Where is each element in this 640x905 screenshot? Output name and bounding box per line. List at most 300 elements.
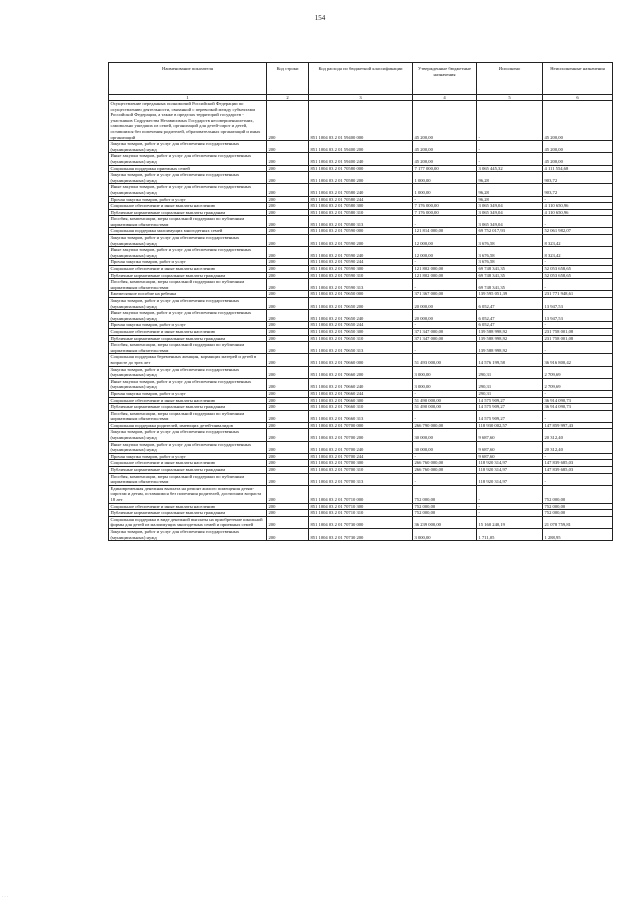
row-executed: 14 575 909,27	[477, 410, 543, 422]
row-executed: 69 748 341,35	[477, 266, 543, 273]
row-unexecuted: -	[543, 216, 613, 228]
row-line-code: 200	[267, 184, 309, 196]
row-line-code: 200	[267, 485, 309, 503]
row-unexecuted: 52 053 658,65	[543, 266, 613, 273]
row-executed: 3 676,58	[477, 247, 543, 259]
table-row	[109, 196, 613, 203]
table-row	[109, 460, 613, 467]
table-header-row	[109, 63, 613, 95]
row-unexecuted: -	[543, 453, 613, 460]
row-executed: 14 576 199,58	[477, 354, 543, 366]
row-line-code: 200	[267, 310, 309, 322]
row-approved: 3 000,00	[413, 528, 477, 540]
row-expense-code: 851 1004 03 2 01 70580 244	[309, 196, 413, 203]
row-approved: 45 200,00	[413, 101, 477, 141]
row-unexecuted: 8 323,42	[543, 235, 613, 247]
row-expense-code: 851 1004 03 2 01 70700 000	[309, 422, 413, 429]
row-unexecuted: 13 947,53	[543, 298, 613, 310]
row-name: Социальная поддержка приемных семей	[109, 165, 267, 172]
row-line-code: 200	[267, 422, 309, 429]
row-line-code: 200	[267, 209, 309, 216]
row-approved: -	[413, 279, 477, 291]
row-unexecuted: 4 110 650,96	[543, 203, 613, 210]
table-row	[109, 322, 613, 329]
row-expense-code: 851 1004 03 2 01 70700 244	[309, 453, 413, 460]
row-executed: 118 920 314,97	[477, 460, 543, 467]
row-name: Иные закупки товаров, работ и услуг для обеспечения государственных (муниципальных) нужд	[109, 441, 267, 453]
row-executed: 3 065 349,04	[477, 216, 543, 228]
row-approved: 752 000,00	[413, 485, 477, 503]
row-line-code: 200	[267, 510, 309, 517]
row-approved: 20 000,00	[413, 310, 477, 322]
table-row	[109, 172, 613, 184]
row-name: Социальное обеспечение и иные выплаты населению	[109, 328, 267, 335]
row-unexecuted: 13 947,53	[543, 310, 613, 322]
table-row	[109, 310, 613, 322]
row-expense-code: 851 1004 03 2 01 70590 200	[309, 235, 413, 247]
row-line-code: 200	[267, 429, 309, 441]
row-name: Иные закупки товаров, работ и услуг для обеспечения государственных (муниципальных) нужд	[109, 378, 267, 390]
row-unexecuted: 45 200,00	[543, 141, 613, 153]
row-executed: 3 676,58	[477, 259, 543, 266]
row-unexecuted: 1 288,95	[543, 528, 613, 540]
row-line-code: 200	[267, 516, 309, 528]
row-executed: 139 588 998,92	[477, 335, 543, 342]
row-approved: -	[413, 196, 477, 203]
row-name: Публичные нормативные социальные выплаты гражданам	[109, 510, 267, 517]
row-line-code: 200	[267, 503, 309, 510]
row-expense-code: 851 1004 03 2 01 70580 300	[309, 203, 413, 210]
row-line-code: 200	[267, 153, 309, 165]
row-unexecuted: -	[543, 196, 613, 203]
row-expense-code: 851 1004 03 2 01 70650 313	[309, 342, 413, 354]
row-expense-code: 851 1004 03 2 01 70730 000	[309, 516, 413, 528]
row-name: Ежемесячное пособие на ребенка	[109, 291, 267, 298]
row-line-code: 200	[267, 101, 309, 141]
row-name: Закупка товаров, работ и услуг для обеспечения государственных (муниципальных) нужд	[109, 429, 267, 441]
table-row	[109, 228, 613, 235]
row-expense-code: 851 1004 03 2 01 70700 240	[309, 441, 413, 453]
row-name: Социальное обеспечение и иные выплаты населению	[109, 203, 267, 210]
table-row	[109, 366, 613, 378]
column-number: 6	[543, 95, 613, 101]
row-executed: 9 687,60	[477, 453, 543, 460]
row-unexecuted: -	[543, 473, 613, 485]
row-executed: 3 065 349,04	[477, 203, 543, 210]
row-expense-code: 851 1004 03 2 01 70660 244	[309, 390, 413, 397]
row-expense-code: 851 1004 03 2 01 70650 240	[309, 310, 413, 322]
row-expense-code: 851 1004 03 2 01 59400 000	[309, 101, 413, 141]
row-unexecuted: 36 914 090,73	[543, 404, 613, 411]
scan-mark: · · ·	[2, 894, 8, 899]
row-name: Социальная поддержка малоимущих многодетных семей	[109, 228, 267, 235]
row-unexecuted: 52 053 658,65	[543, 272, 613, 279]
row-name: Закупка товаров, работ и услуг для обеспечения государственных (муниципальных) нужд	[109, 172, 267, 184]
row-expense-code: 851 1004 03 2 01 70650 244	[309, 322, 413, 329]
row-unexecuted: 2 709,69	[543, 366, 613, 378]
table-row	[109, 272, 613, 279]
row-unexecuted: 45 200,00	[543, 101, 613, 141]
row-approved: 51 493 000,00	[413, 354, 477, 366]
row-executed: -	[477, 101, 543, 141]
row-name: Закупка товаров, работ и услуг для обеспечения государственных (муниципальных) нужд	[109, 141, 267, 153]
row-approved: 7 177 000,00	[413, 165, 477, 172]
row-expense-code: 851 1004 03 2 01 59400 200	[309, 141, 413, 153]
row-executed: 290,31	[477, 366, 543, 378]
row-executed: 139 588 998,92	[477, 342, 543, 354]
row-approved: 30 000,00	[413, 429, 477, 441]
table-row	[109, 216, 613, 228]
row-unexecuted: 147 859 997,43	[543, 422, 613, 429]
row-unexecuted: 2 709,69	[543, 378, 613, 390]
table-row	[109, 397, 613, 404]
row-unexecuted: 8 323,42	[543, 247, 613, 259]
row-unexecuted: 903,72	[543, 172, 613, 184]
row-executed: 69 748 341,35	[477, 279, 543, 291]
row-executed: -	[477, 141, 543, 153]
row-line-code: 200	[267, 247, 309, 259]
row-approved: -	[413, 216, 477, 228]
row-approved: 30 000,00	[413, 441, 477, 453]
row-line-code: 200	[267, 266, 309, 273]
table-row	[109, 467, 613, 474]
row-approved: 45 200,00	[413, 141, 477, 153]
row-name: Закупка товаров, работ и услуг для обеспечения государственных (муниципальных) нужд	[109, 528, 267, 540]
table-row	[109, 404, 613, 411]
row-executed: 15 160 240,19	[477, 516, 543, 528]
row-expense-code: 851 1004 03 2 01 70590 313	[309, 279, 413, 291]
row-approved: -	[413, 342, 477, 354]
row-approved: 12 000,00	[413, 235, 477, 247]
row-line-code: 200	[267, 259, 309, 266]
row-unexecuted: -	[543, 322, 613, 329]
row-executed: 14 575 909,27	[477, 397, 543, 404]
row-line-code: 200	[267, 203, 309, 210]
table-row	[109, 510, 613, 517]
table-row	[109, 279, 613, 291]
row-approved: 266 760 000,00	[413, 460, 477, 467]
row-name: Пособия, компенсации, меры социальной поддержки по публичным нормативным обязательствам	[109, 279, 267, 291]
row-expense-code: 851 1004 03 2 01 70580 313	[309, 216, 413, 228]
row-unexecuted: 36 916 800,42	[543, 354, 613, 366]
row-unexecuted: 20 312,40	[543, 429, 613, 441]
row-name: Социальная поддержка родителей, имеющих детей-инвалидов	[109, 422, 267, 429]
row-expense-code: 851 1004 03 2 01 70710 000	[309, 485, 413, 503]
row-approved: 1 000,00	[413, 184, 477, 196]
table-row	[109, 378, 613, 390]
row-line-code: 200	[267, 397, 309, 404]
row-line-code: 200	[267, 165, 309, 172]
row-name: Публичные нормативные социальные выплаты гражданам	[109, 467, 267, 474]
row-name: Социальное обеспечение и иные выплаты населению	[109, 460, 267, 467]
row-approved: 36 239 000,00	[413, 516, 477, 528]
row-approved: 266 790 000,00	[413, 422, 477, 429]
row-approved: -	[413, 453, 477, 460]
row-line-code: 200	[267, 390, 309, 397]
row-expense-code: 851 1004 03 2 01 70660 000	[309, 354, 413, 366]
row-executed: 118 920 314,97	[477, 467, 543, 474]
row-unexecuted: 4 111 554,68	[543, 165, 613, 172]
table-row	[109, 266, 613, 273]
row-executed: 3 065 349,04	[477, 209, 543, 216]
row-line-code: 200	[267, 441, 309, 453]
row-expense-code: 851 1004 03 2 01 70650 000	[309, 291, 413, 298]
table-row	[109, 516, 613, 528]
row-approved: -	[413, 322, 477, 329]
row-executed: 290,31	[477, 378, 543, 390]
row-name: Социальное обеспечение и иные выплаты населению	[109, 503, 267, 510]
row-approved: 752 000,00	[413, 503, 477, 510]
row-expense-code: 851 1004 03 2 01 59400 240	[309, 153, 413, 165]
row-approved: 51 490 000,00	[413, 404, 477, 411]
row-approved: -	[413, 259, 477, 266]
page-number: 154	[314, 14, 326, 22]
row-name: Публичные нормативные социальные выплаты гражданам	[109, 272, 267, 279]
header-expense-code: Код расхода по бюджетной классификации	[309, 63, 413, 95]
row-approved: -	[413, 390, 477, 397]
row-executed: 96,28	[477, 172, 543, 184]
row-executed: 9 687,60	[477, 429, 543, 441]
row-line-code: 200	[267, 528, 309, 540]
row-name: Иные закупки товаров, работ и услуг для обеспечения государственных (муниципальных) нужд	[109, 184, 267, 196]
row-expense-code: 851 1004 03 2 01 70590 000	[309, 228, 413, 235]
row-line-code: 200	[267, 354, 309, 366]
table-row	[109, 441, 613, 453]
row-line-code: 200	[267, 378, 309, 390]
row-name: Социальная поддержка беременных женщин, кормящих матерей и детей в возрасте до трех лет	[109, 354, 267, 366]
row-expense-code: 851 1004 03 2 01 70710 310	[309, 510, 413, 517]
row-approved: -	[413, 473, 477, 485]
row-approved: 371 347 000,00	[413, 328, 477, 335]
row-unexecuted: -	[543, 279, 613, 291]
table-row	[109, 503, 613, 510]
table-row	[109, 153, 613, 165]
column-number: 4	[413, 95, 477, 101]
table-row	[109, 291, 613, 298]
row-name: Прочая закупка товаров, работ и услуг	[109, 259, 267, 266]
row-expense-code: 851 1004 03 2 01 70580 200	[309, 172, 413, 184]
row-approved: 3 000,00	[413, 366, 477, 378]
column-number: 5	[477, 95, 543, 101]
row-expense-code: 851 1004 03 2 01 70730 200	[309, 528, 413, 540]
row-line-code: 200	[267, 453, 309, 460]
row-name: Прочая закупка товаров, работ и услуг	[109, 196, 267, 203]
row-executed: 69 748 341,35	[477, 272, 543, 279]
row-executed: 3 676,58	[477, 235, 543, 247]
row-name: Иные закупки товаров, работ и услуг для обеспечения государственных (муниципальных) нужд	[109, 310, 267, 322]
row-line-code: 200	[267, 322, 309, 329]
row-line-code: 200	[267, 235, 309, 247]
row-name: Социальное обеспечение и иные выплаты населению	[109, 266, 267, 273]
header-executed: Исполнено	[477, 63, 543, 95]
row-executed: 139 595 051,39	[477, 291, 543, 298]
row-unexecuted: 20 312,40	[543, 441, 613, 453]
row-expense-code: 851 1004 03 2 01 70660 200	[309, 366, 413, 378]
table-row	[109, 328, 613, 335]
table-body	[109, 101, 613, 541]
row-unexecuted: 231 758 001,08	[543, 335, 613, 342]
row-executed: 9 687,60	[477, 441, 543, 453]
row-line-code: 200	[267, 298, 309, 310]
table-row	[109, 354, 613, 366]
header-approved: Утвержденные бюджетные назначения	[413, 63, 477, 95]
row-approved: 20 000,00	[413, 298, 477, 310]
row-line-code: 200	[267, 467, 309, 474]
row-expense-code: 851 1004 03 2 01 70580 240	[309, 184, 413, 196]
row-approved: 266 760 000,00	[413, 467, 477, 474]
table-row	[109, 247, 613, 259]
row-unexecuted: 4 110 650,96	[543, 209, 613, 216]
header-line-code: Код строки	[267, 63, 309, 95]
column-number: 3	[309, 95, 413, 101]
row-name: Социальная поддержка в виде денежной выплаты на приобретение школьной формы для детей из малоимущих многодетных семей и приемных семей	[109, 516, 267, 528]
row-name: Закупка товаров, работ и услуг для обеспечения государственных (муниципальных) нужд	[109, 235, 267, 247]
row-executed: -	[477, 503, 543, 510]
row-executed: 118 930 002,57	[477, 422, 543, 429]
header-indicator-name: Наименование показателя	[109, 63, 267, 95]
row-name: Пособия, компенсации, меры социальной поддержки по публичным нормативным обязательствам	[109, 410, 267, 422]
row-approved: 45 200,00	[413, 153, 477, 165]
row-unexecuted: 752 000,00	[543, 510, 613, 517]
table-row	[109, 422, 613, 429]
row-executed: 96,28	[477, 196, 543, 203]
budget-execution-table	[108, 62, 613, 541]
row-line-code: 200	[267, 473, 309, 485]
row-expense-code: 851 1004 03 2 01 70660 240	[309, 378, 413, 390]
row-unexecuted: 36 914 090,73	[543, 397, 613, 404]
row-name: Пособия, компенсации, меры социальной поддержки по публичным нормативным обязательствам	[109, 342, 267, 354]
row-approved: -	[413, 410, 477, 422]
row-expense-code: 851 1004 03 2 01 70650 310	[309, 335, 413, 342]
row-line-code: 200	[267, 404, 309, 411]
row-line-code: 200	[267, 342, 309, 354]
table-row	[109, 259, 613, 266]
row-unexecuted: 231 758 001,08	[543, 328, 613, 335]
table-row	[109, 429, 613, 441]
column-number: 2	[267, 95, 309, 101]
row-unexecuted: -	[543, 342, 613, 354]
row-approved: 12 000,00	[413, 247, 477, 259]
row-executed: 3 065 445,32	[477, 165, 543, 172]
header-unexecuted: Неисполненные назначения	[543, 63, 613, 95]
row-unexecuted: 45 200,00	[543, 153, 613, 165]
row-approved: 121 802 000,00	[413, 266, 477, 273]
table-row	[109, 141, 613, 153]
row-name: Прочая закупка товаров, работ и услуг	[109, 453, 267, 460]
table-row	[109, 235, 613, 247]
row-unexecuted: -	[543, 410, 613, 422]
row-name: Единовременная денежная выплата на ремонт жилого помещения детям-сиротам и детям, оставшимся без попечения родителей, достигшим возраста 18 лет	[109, 485, 267, 503]
table-row	[109, 410, 613, 422]
row-name: Осуществление переданных полномочий Российской Федерации по осуществлению деятельности, связанной с перевозкой между субъектами Российской Федерации, а также в пределах территорий государств - участников Содружества Независимых Государств несовершеннолетних, самовольно ушедших из семей, организаций для детей-сирот и детей, оставшихся без попечения родителей, образовательных организаций и иных организаций	[109, 101, 267, 141]
table-row	[109, 335, 613, 342]
row-unexecuted: 903,72	[543, 184, 613, 196]
row-executed: 6 052,47	[477, 310, 543, 322]
row-name: Закупка товаров, работ и услуг для обеспечения государственных (муниципальных) нужд	[109, 366, 267, 378]
row-unexecuted: 231 771 948,61	[543, 291, 613, 298]
row-expense-code: 851 1004 03 2 01 70700 300	[309, 460, 413, 467]
row-line-code: 200	[267, 328, 309, 335]
row-approved: 371 367 000,00	[413, 291, 477, 298]
row-expense-code: 851 1004 03 2 01 70660 300	[309, 397, 413, 404]
row-line-code: 200	[267, 141, 309, 153]
row-executed: 1 711,05	[477, 528, 543, 540]
row-approved: 51 490 000,00	[413, 397, 477, 404]
row-name: Публичные нормативные социальные выплаты гражданам	[109, 209, 267, 216]
table-row	[109, 184, 613, 196]
row-unexecuted: 52 061 982,07	[543, 228, 613, 235]
row-unexecuted: 147 839 685,03	[543, 460, 613, 467]
row-executed: 6 052,47	[477, 322, 543, 329]
row-unexecuted: 752 000,00	[543, 503, 613, 510]
row-approved: 1 000,00	[413, 172, 477, 184]
table-row	[109, 209, 613, 216]
row-name: Публичные нормативные социальные выплаты гражданам	[109, 335, 267, 342]
row-executed: -	[477, 510, 543, 517]
row-expense-code: 851 1004 03 2 01 70580 310	[309, 209, 413, 216]
row-executed: 96,28	[477, 184, 543, 196]
table-row	[109, 485, 613, 503]
row-approved: 3 000,00	[413, 378, 477, 390]
row-expense-code: 851 1004 03 2 01 70710 300	[309, 503, 413, 510]
row-expense-code: 851 1004 03 2 01 70590 244	[309, 259, 413, 266]
table-row	[109, 342, 613, 354]
row-executed: 290,31	[477, 390, 543, 397]
row-line-code: 200	[267, 335, 309, 342]
row-line-code: 200	[267, 172, 309, 184]
row-expense-code: 851 1004 03 2 01 70700 313	[309, 473, 413, 485]
row-expense-code: 851 1004 03 2 01 70590 310	[309, 272, 413, 279]
row-approved: 371 347 000,00	[413, 335, 477, 342]
column-number: 1	[109, 95, 267, 101]
row-executed: 118 920 314,97	[477, 473, 543, 485]
row-line-code: 200	[267, 272, 309, 279]
row-line-code: 200	[267, 216, 309, 228]
row-unexecuted: 147 839 685,03	[543, 467, 613, 474]
table-row	[109, 298, 613, 310]
row-approved: 121 802 000,00	[413, 272, 477, 279]
table-row	[109, 390, 613, 397]
row-expense-code: 851 1004 03 2 01 70580 000	[309, 165, 413, 172]
row-executed: 14 575 909,27	[477, 404, 543, 411]
row-line-code: 200	[267, 279, 309, 291]
row-name: Прочая закупка товаров, работ и услуг	[109, 390, 267, 397]
table-row	[109, 473, 613, 485]
row-unexecuted: -	[543, 390, 613, 397]
table-row	[109, 203, 613, 210]
row-expense-code: 851 1004 03 2 01 70590 240	[309, 247, 413, 259]
row-name: Пособия, компенсации, меры социальной поддержки по публичным нормативным обязательствам	[109, 216, 267, 228]
table-row	[109, 528, 613, 540]
row-expense-code: 851 1004 03 2 01 70650 200	[309, 298, 413, 310]
table-row	[109, 101, 613, 141]
table-row	[109, 453, 613, 460]
row-executed: -	[477, 485, 543, 503]
row-executed: 6 052,47	[477, 298, 543, 310]
row-name: Публичные нормативные социальные выплаты гражданам	[109, 404, 267, 411]
row-executed: -	[477, 153, 543, 165]
row-approved: 7 176 000,00	[413, 203, 477, 210]
row-executed: 69 752 017,93	[477, 228, 543, 235]
row-expense-code: 851 1004 03 2 01 70660 310	[309, 404, 413, 411]
row-unexecuted: -	[543, 259, 613, 266]
row-expense-code: 851 1004 03 2 01 70650 300	[309, 328, 413, 335]
row-expense-code: 851 1004 03 2 01 70590 300	[309, 266, 413, 273]
row-approved: 7 176 000,00	[413, 209, 477, 216]
row-name: Закупка товаров, работ и услуг для обеспечения государственных (муниципальных) нужд	[109, 298, 267, 310]
row-line-code: 200	[267, 460, 309, 467]
row-name: Пособия, компенсации, меры социальной поддержки по публичным нормативным обязательствам	[109, 473, 267, 485]
